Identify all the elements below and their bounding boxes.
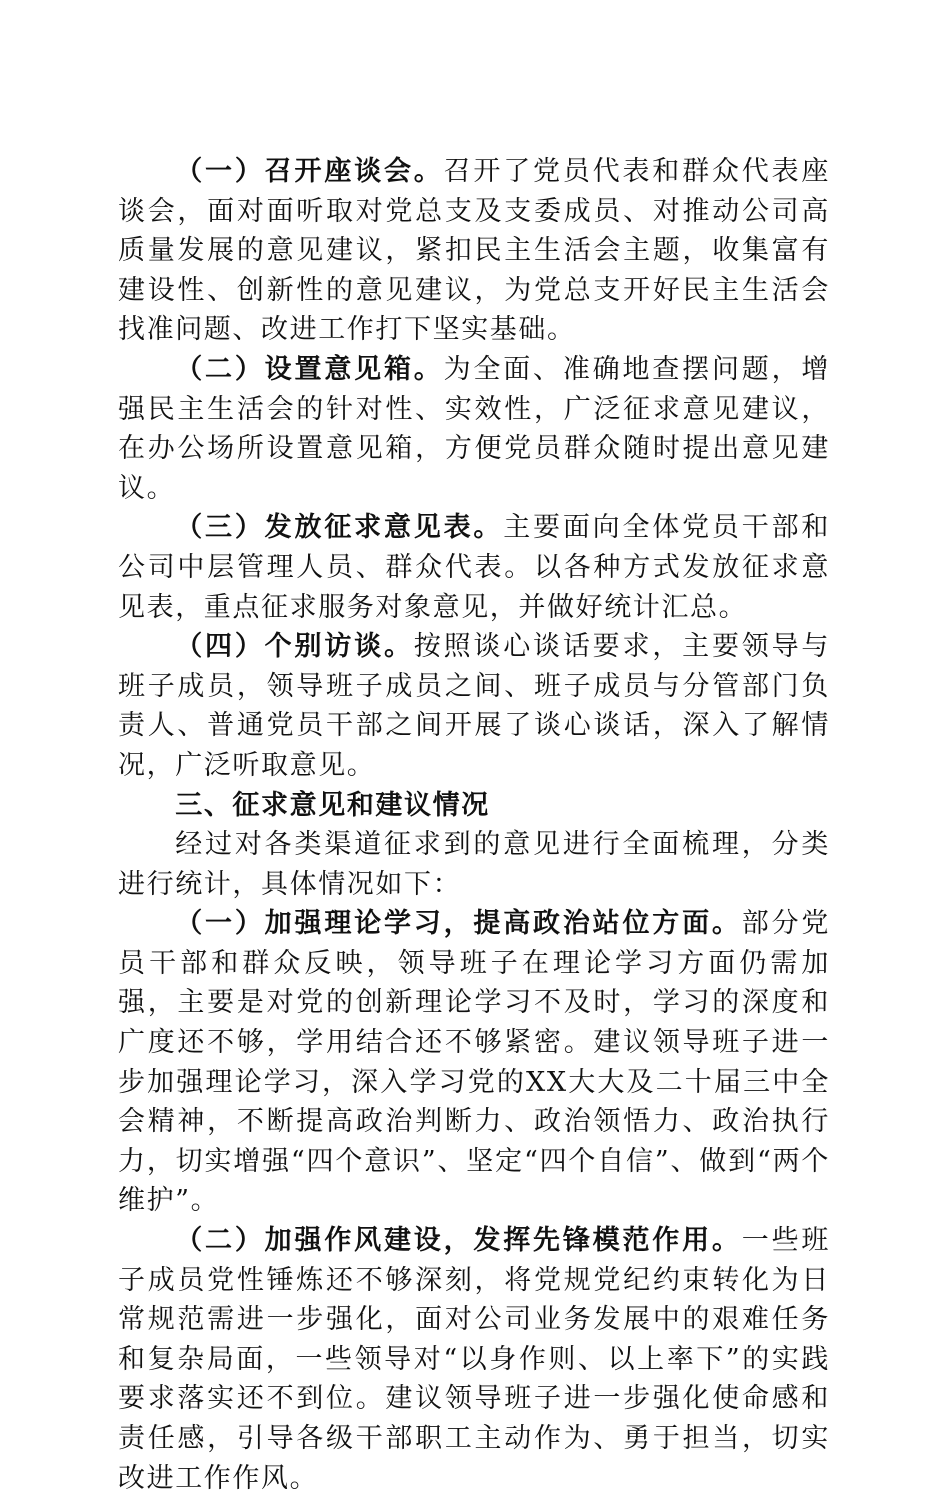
paragraph-lead: （一）召开座谈会。: [175, 156, 444, 187]
section-heading: 三、征求意见和建议情况: [175, 789, 490, 821]
paragraph-survey-form: [118, 508, 830, 627]
finding-work-style: [118, 1221, 830, 1498]
finding-lead: （二）加强作风建设，发挥先锋模范作用。: [175, 1225, 742, 1257]
paragraph-lead: （四）个别访谈。: [175, 631, 414, 663]
paragraph-forum: [118, 152, 830, 350]
paragraph-suggestion-box: [118, 350, 830, 508]
finding-text: 部分党员干部和群众反映，领导班子在理论学习方面仍需加强，主要是对党的创新理论学习不及时，学习的深度和广度还不够，学用结合还不够紧密。建议领导班子进一步加强理论学习，深入学习党的XX大大及二十届三中全会精神，不断提高政治判断力、政治领悟力、政治执行力，切实增强“四个意识”、坚定“四个自信”、做到“两个维护”。: [118, 908, 830, 1217]
finding-theory-study: [118, 904, 830, 1221]
paragraph-lead: （三）发放征求意见表。: [175, 512, 504, 544]
paragraph-text: 主要面向全体党员干部和公司中层管理人员、群众代表。以各种方式发放征求意见表，重点征求服务对象意见，并做好统计汇总。: [118, 512, 830, 623]
paragraph-interviews: [118, 627, 830, 785]
section-intro: 经过对各类渠道征求到的意见进行全面梳理，分类进行统计，具体情况如下：: [118, 829, 830, 900]
paragraph-text: 按照谈心谈话要求，主要领导与班子成员，领导班子成员之间、班子成员与分管部门负责人、普通党员干部之间开展了谈心谈话，深入了解情况，广泛听取意见。: [118, 631, 830, 781]
finding-lead: （一）加强理论学习，提高政治站位方面。: [175, 908, 742, 940]
paragraph-text: 召开了党员代表和群众代表座谈会，面对面听取对党总支及支委成员、对推动公司高质量发展的意见建议，紧扣民主生活会主题，收集富有建设性、创新性的意见建议，为党总支开好民主生活会找准问题、改进工作打下坚实基础。: [118, 156, 830, 346]
paragraph-lead: （二）设置意见箱。: [175, 353, 444, 385]
paragraph-text: 为全面、准确地查摆问题，增强民主生活会的针对性、实效性，广泛征求意见建议，在办公场所设置意见箱，方便党员群众随时提出意见建议。: [118, 353, 830, 504]
finding-text: 一些班子成员党性锤炼还不够深刻，将党规党纪约束转化为日常规范需进一步强化，面对公司业务发展中的艰难任务和复杂局面，一些领导对“以身作则、以上率下”的实践要求落实还不到位。建议领导班子进一步强化使命感和责任感，引导各级干部职工主动作为、勇于担当，切实改进工作作风。: [118, 1225, 830, 1494]
document-body: [118, 152, 830, 1498]
